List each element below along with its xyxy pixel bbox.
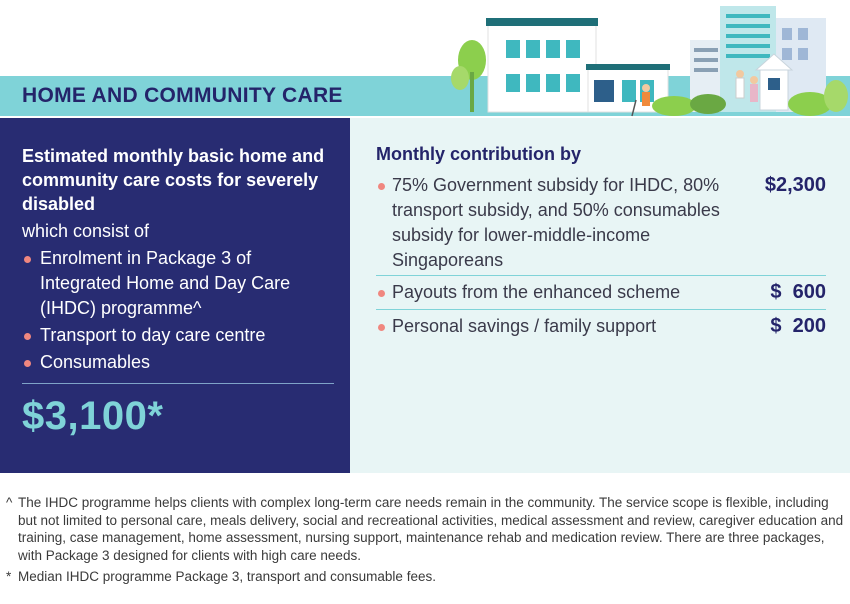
contribution-panel <box>350 118 850 473</box>
footnote-text: The IHDC programme helps clients with complex long-term care needs remain in the community. The service scope is flexible, including but not limited to personal care, meals delivery, social and recreational activities, medical assessment and review, caregiver education and training, case management, home assessment, nursing support, maintenance rehab and medication review. There are three packages, with Package 3 designed for clients with high care needs. <box>18 495 844 563</box>
contribution-label: Personal savings / family support <box>376 314 721 339</box>
cost-item: Consumables <box>22 350 330 375</box>
contribution-amount: $2,300 <box>764 174 826 196</box>
contribution-row <box>376 276 826 310</box>
footnote <box>6 568 846 586</box>
section-title: HOME AND COMMUNITY CARE <box>22 84 343 107</box>
footnote-mark: ^ <box>6 495 13 510</box>
contribution-label: 75% Government subsidy for IHDC, 80% transport subsidy, and 50% consumables subsidy for lower-middle-income Singaporeans <box>376 173 721 273</box>
divider <box>22 383 334 384</box>
footnote-text: Median IHDC programme Package 3, transport and consumable fees. <box>18 569 436 584</box>
buildings-illustration <box>440 0 850 118</box>
total-cost: $3,100* <box>22 394 164 438</box>
cost-subheading: which consist of <box>22 221 150 241</box>
cost-item: Enrolment in Package 3 of Integrated Home and Day Care (IHDC) programme^ <box>22 246 330 321</box>
footnote <box>6 494 846 564</box>
contribution-amount: $ 600 <box>770 281 826 303</box>
footnote-mark: * <box>6 569 12 584</box>
cost-heading: Estimated monthly basic home and community care costs for severely disabled <box>22 146 325 214</box>
contribution-row <box>376 173 826 276</box>
footnotes <box>6 494 846 586</box>
cost-panel <box>0 118 350 473</box>
cost-item: Transport to day care centre <box>22 323 330 348</box>
contribution-heading: Monthly contribution by <box>376 144 581 164</box>
contribution-row <box>376 310 826 339</box>
contribution-label: Payouts from the enhanced scheme <box>376 280 721 305</box>
cost-items <box>22 246 330 375</box>
contribution-amount: $ 200 <box>770 315 826 337</box>
